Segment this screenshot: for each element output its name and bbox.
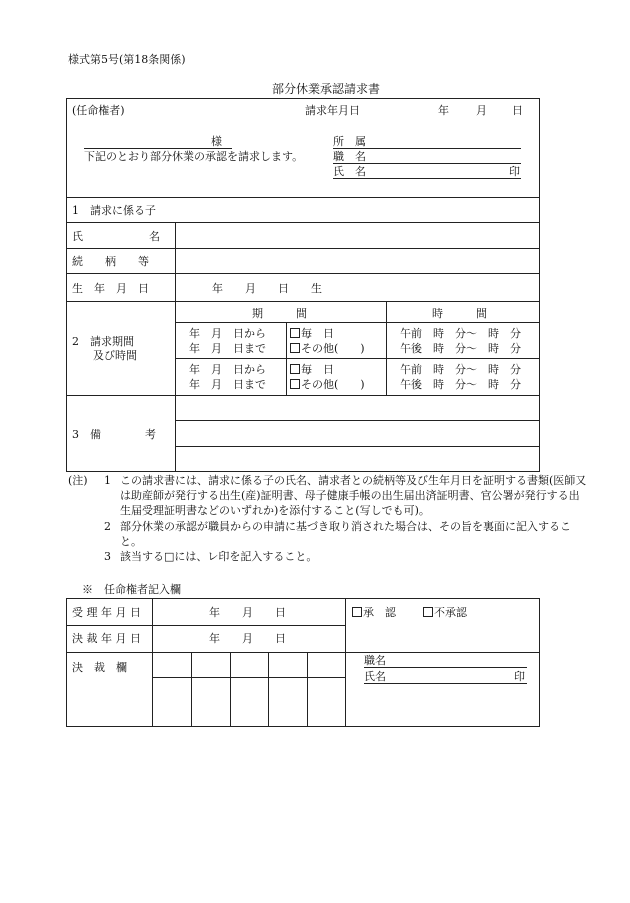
appointer-section-heading: ※ 任命権者記入欄: [82, 583, 181, 596]
daily-option[interactable]: [290, 327, 334, 341]
period-header: 期 間: [252, 307, 307, 320]
birth-value[interactable]: 年 月 日 生: [212, 282, 322, 295]
decision-column-label: 決 裁 欄: [72, 661, 127, 674]
section2-label-line2: 及び時間: [93, 349, 137, 362]
affiliation-label: 所 属: [333, 135, 366, 148]
stamp-cell[interactable]: [270, 679, 306, 725]
daily-checkbox[interactable]: [290, 364, 300, 374]
appointer-name-line[interactable]: [84, 148, 232, 149]
child-name-label: 氏 名: [72, 230, 160, 243]
daily-label: 毎 日: [301, 363, 334, 376]
am-time[interactable]: 午前 時 分～ 時 分: [400, 363, 521, 376]
disapprove-option[interactable]: [423, 606, 467, 620]
period-to[interactable]: 年 月 日まで: [189, 378, 266, 391]
period-from[interactable]: 年 月 日から: [189, 363, 266, 376]
remarks-field[interactable]: [178, 397, 536, 418]
approver-name-label: 氏名: [364, 670, 386, 683]
relation-field[interactable]: [178, 250, 536, 272]
section2-label-line1: 2 請求期間: [72, 335, 134, 348]
daily-checkbox[interactable]: [290, 328, 300, 338]
request-year: 年: [438, 104, 449, 117]
form-number: 様式第5号(第18条関係): [68, 53, 186, 66]
note-text: この請求書には、請求に係る子の氏名、請求者との続柄等及び生年月日を証明する書類(医師又は助産師が発行する出生(産)証明書、母子健康手帳の出生届出済証明書、官公署が発行する出生届受理証明書などのいずれか)を添付すること(写しでも可)。: [120, 474, 587, 518]
form-title: 部分休業承認請求書: [272, 82, 381, 96]
note-1: [68, 473, 588, 519]
note-text: 該当する□には、レ印を記入すること。: [120, 550, 318, 564]
time-header: 時 間: [432, 307, 487, 320]
daily-label: 毎 日: [301, 327, 334, 340]
approve-label: 承 認: [363, 606, 396, 619]
approve-option[interactable]: [352, 606, 396, 620]
other-option[interactable]: [290, 378, 365, 392]
section1-heading: 1 請求に係る子: [72, 204, 156, 217]
remarks-field[interactable]: [178, 422, 536, 444]
note-number: 1: [104, 474, 111, 487]
child-name-field[interactable]: [178, 224, 536, 246]
note-3: [68, 549, 588, 564]
remarks-label: 3 備 考: [72, 428, 156, 441]
other-checkbox[interactable]: [290, 379, 300, 389]
request-day: 日: [512, 104, 523, 117]
other-option[interactable]: [290, 342, 365, 356]
note-number: 3: [104, 550, 111, 564]
seal-mark: 印: [509, 165, 520, 178]
approver-position-label: 職名: [364, 654, 386, 667]
daily-option[interactable]: [290, 363, 334, 377]
other-label: その他( ): [301, 342, 365, 355]
request-statement: 下記のとおり部分休業の承認を請求します。: [84, 150, 304, 163]
name-line[interactable]: [333, 178, 521, 179]
other-label: その他( ): [301, 378, 365, 391]
pm-time[interactable]: 午後 時 分～ 時 分: [400, 342, 521, 355]
notes-tag: (注): [68, 474, 88, 487]
stamp-cell[interactable]: [154, 679, 190, 725]
position-line[interactable]: [333, 163, 521, 164]
period-from[interactable]: 年 月 日から: [189, 327, 266, 340]
approver-seal: 印: [514, 670, 525, 683]
pm-time[interactable]: 午後 時 分～ 時 分: [400, 378, 521, 391]
decision-date-label: 決 裁 年 月 日: [72, 632, 141, 645]
remarks-field[interactable]: [178, 448, 536, 470]
note-text: 部分休業の承認が職員からの申請に基づき取り消された場合は、その旨を裏面に記入すること。: [120, 519, 571, 548]
affiliation-line[interactable]: [333, 148, 521, 149]
approver-name-line[interactable]: [364, 683, 527, 684]
position-label: 職 名: [333, 150, 366, 163]
disapprove-label: 不承認: [434, 606, 467, 619]
stamp-cell[interactable]: [193, 679, 229, 725]
stamp-cell[interactable]: [309, 679, 344, 725]
appointer-label: (任命権者): [72, 104, 125, 117]
approve-checkbox[interactable]: [352, 607, 362, 617]
approver-position-line[interactable]: [364, 667, 527, 668]
am-time[interactable]: 午前 時 分～ 時 分: [400, 327, 521, 340]
note-number: 2: [104, 519, 111, 533]
period-to[interactable]: 年 月 日まで: [189, 342, 266, 355]
receipt-date-value[interactable]: 年 月 日: [209, 606, 286, 619]
relation-label: 続 柄 等: [72, 255, 149, 268]
receipt-date-label: 受 理 年 月 日: [72, 606, 141, 619]
birth-label: 生 年 月 日: [72, 282, 149, 295]
sama-label: 様: [211, 135, 222, 148]
decision-date-value[interactable]: 年 月 日: [209, 632, 286, 645]
note-2: [68, 519, 588, 549]
request-date-label: 請求年月日: [305, 104, 360, 117]
disapprove-checkbox[interactable]: [423, 607, 433, 617]
other-checkbox[interactable]: [290, 343, 300, 353]
notes-section: [68, 473, 588, 564]
request-month: 月: [476, 104, 487, 117]
stamp-cell[interactable]: [232, 679, 267, 725]
name-label: 氏 名: [333, 165, 366, 178]
